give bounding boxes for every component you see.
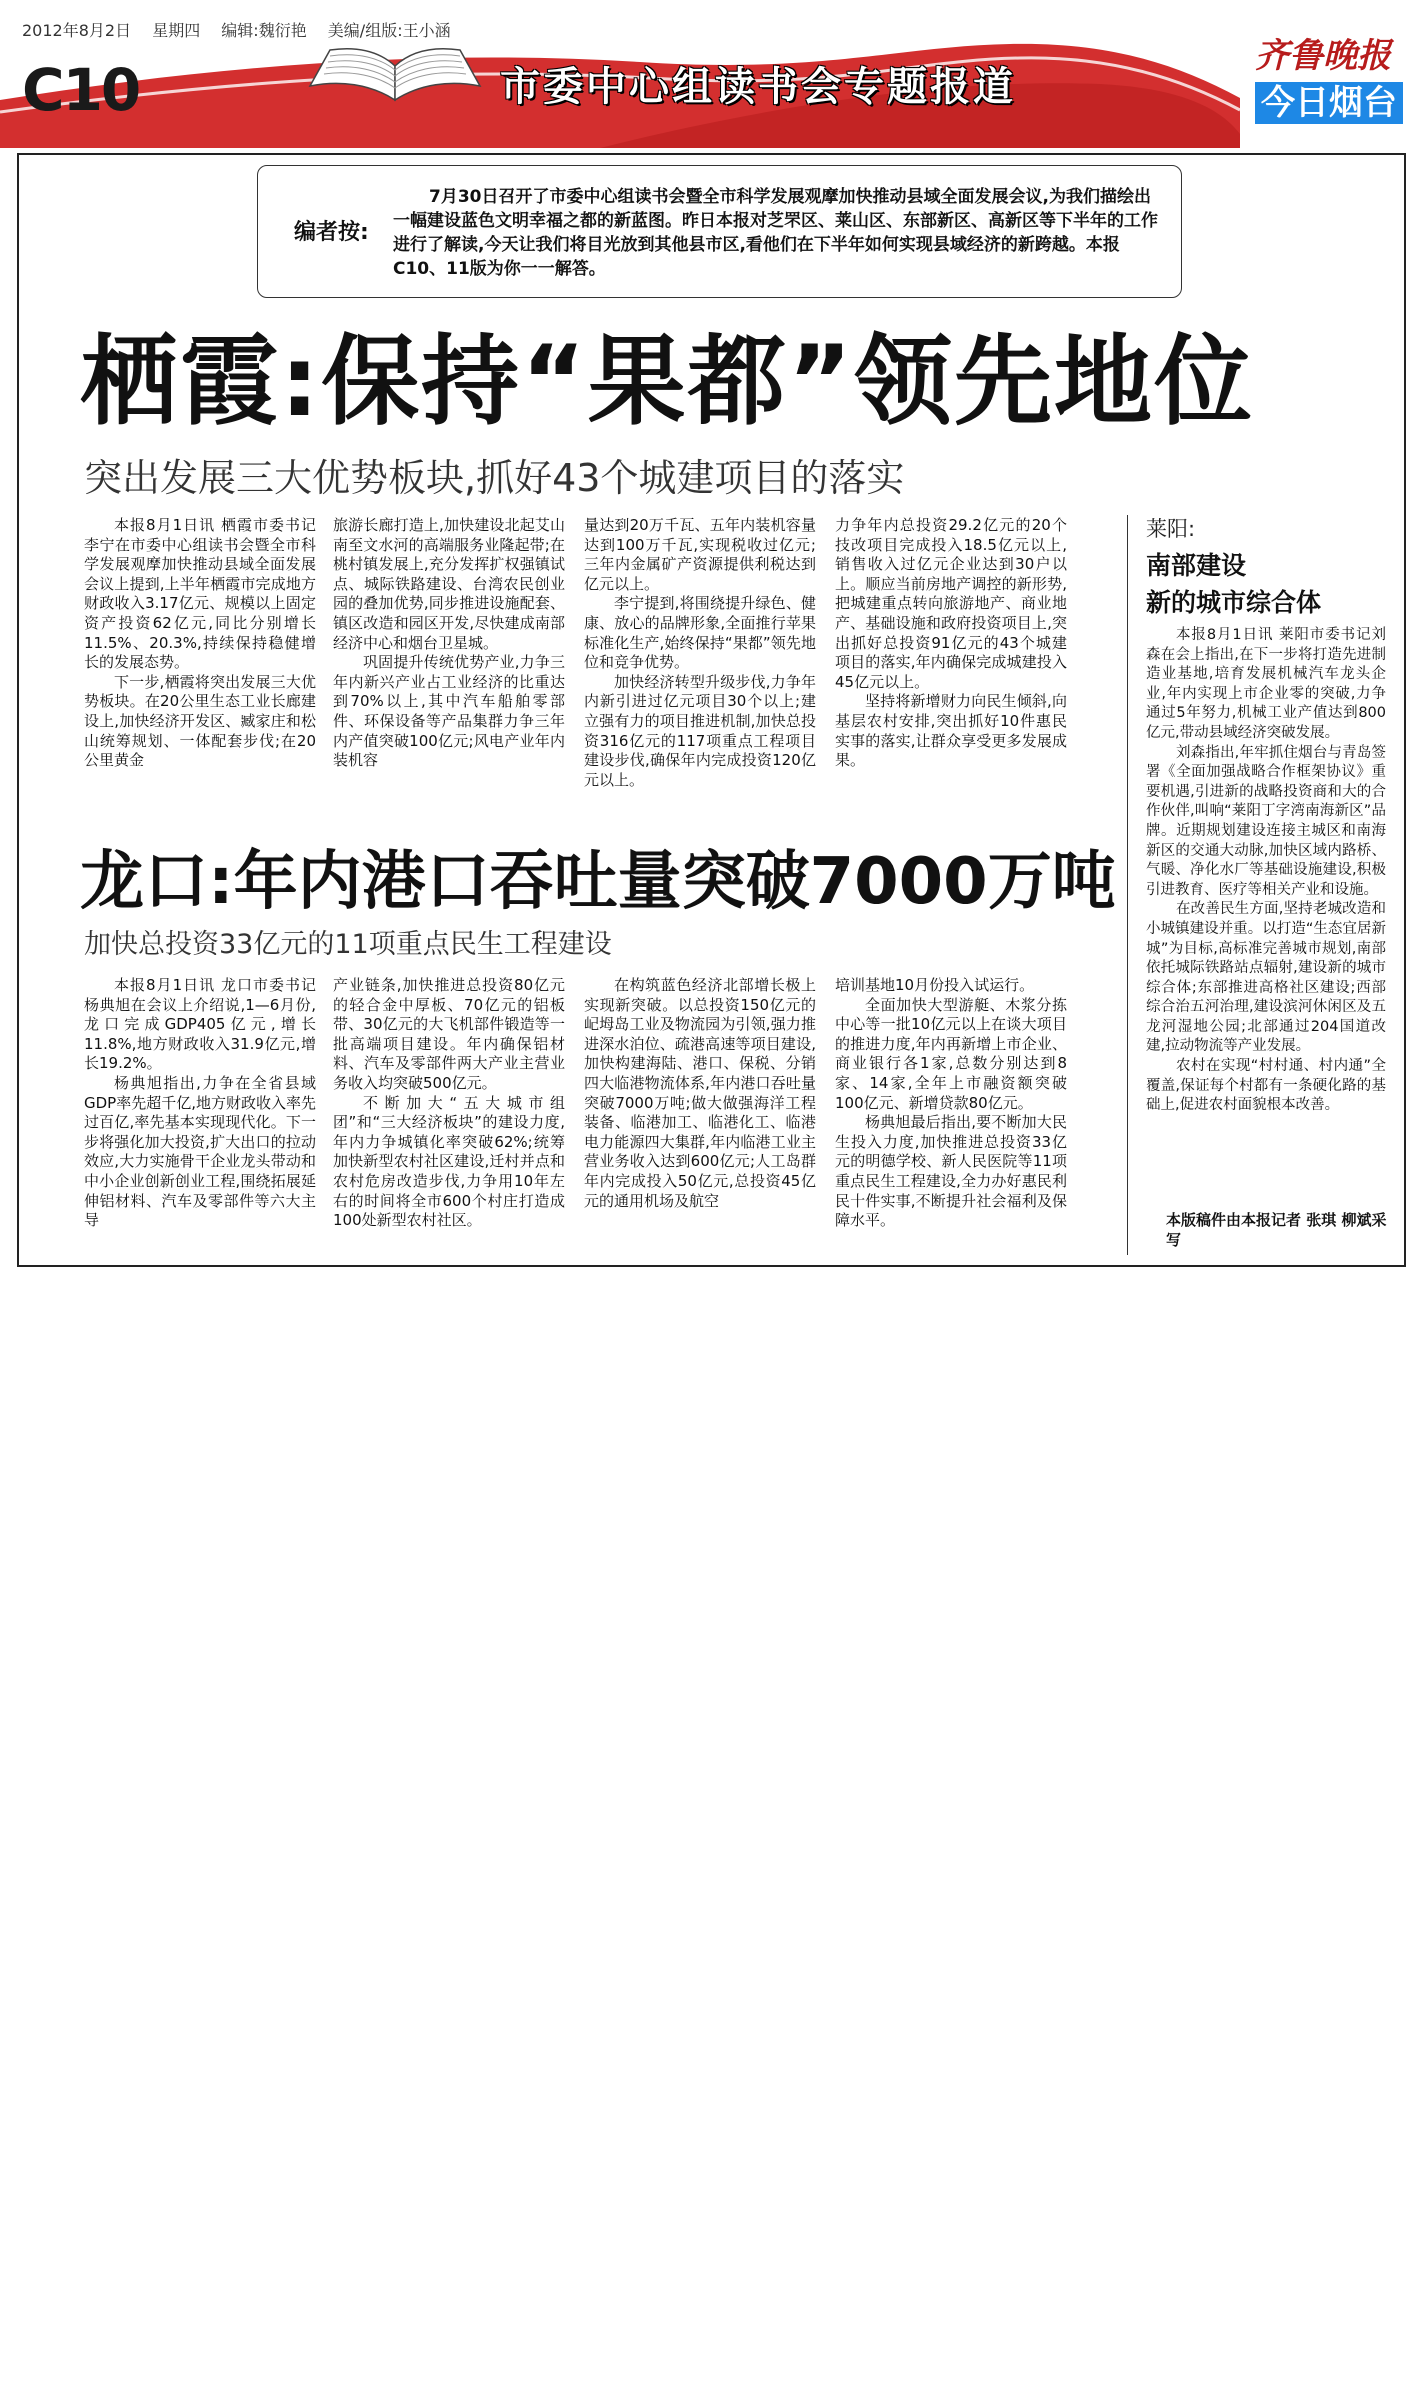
article2-column-1	[84, 976, 316, 1231]
paragraph: 巩固提升传统优势产业,力争三年内新兴产业占工业经济的比重达到70%以上,其中汽车船舶零部件、环保设备等产品集群力争三年内产值突破100亿元;风电产业年内装机容	[333, 653, 565, 770]
article3-title-line2: 新的城市综合体	[1146, 588, 1322, 617]
article1-column-4	[835, 516, 1067, 771]
paragraph: 力争年内总投资29.2亿元的20个技改项目完成投入18.5亿元以上,销售收入过亿元企业达到30户以上。顺应当前房地产调控的新形势,把城建重点转向旅游地产、商业地产、基础设施和政府投资项目上,突出抓好总投资91亿元的43个城建项目的落实,年内确保完成城建投入45亿元以上。	[835, 516, 1067, 691]
paragraph: 刘森指出,年牢抓住烟台与青岛签署《全面加强战略合作框架协议》重要机遇,引进新的战略投资商和大的合作伙伴,叫响“莱阳丁字湾南海新区”品牌。近期规划建设连接主城区和南海新区的交通大动脉,加快区域内路桥、气暖、净化水厂等基础设施建设,积极引进教育、医疗等相关产业和设施。	[1146, 744, 1386, 898]
newspaper-masthead: 齐鲁晚报	[1255, 36, 1391, 76]
article2-column-4	[835, 976, 1067, 1231]
editor-note-label: 编者按:	[294, 220, 369, 245]
paragraph: 本报8月1日讯 莱阳市委书记刘森在会上指出,在下一步将打造先进制造业基地,培育发展机械汽车龙头企业,年内实现上市企业零的突破,力争通过5年努力,机械工业产值达到800亿元,带动县域经济突破发展。	[1146, 627, 1386, 741]
edition-label: 今日烟台	[1255, 82, 1403, 124]
paragraph: 在构筑蓝色经济北部增长极上实现新突破。以总投资150亿元的屺坶岛工业及物流园为引领,强力推进深水泊位、疏港高速等项目建设,加快构建海陆、港口、保税、分销四大临港物流体系,年内港口吞吐量突破7000万吨;做大做强海洋工程装备、临港加工、临港化工、临港电力能源四大集群,年内临港工业主营业务收入达到600亿元;人工岛群年内完成投入50亿元,总投资45亿元的通用机场及航空	[584, 976, 816, 1210]
issue-weekday: 星期四	[152, 21, 201, 40]
paragraph: 杨典旭最后指出,要不断加大民生投入力度,加快推进总投资33亿元的明德学校、新人民医院等11项重点民生工程建设,全力办好惠民利民十件实事,不断提升社会福利及保障水平。	[835, 1113, 1067, 1230]
article3-body	[1146, 626, 1386, 1116]
paragraph: 旅游长廊打造上,加快建设北起艾山南至文水河的高端服务业隆起带;在桃村镇发展上,充分发挥扩权强镇试点、城际铁路建设、台湾农民创业园的叠加优势,同步推进设施配套、镇区改造和园区开发,尽快建成南部经济中心和烟台卫星城。	[333, 516, 565, 652]
paragraph: 量达到20万千瓦、五年内装机容量达到100万千瓦,实现税收过亿元;三年内金属矿产资源提供利税达到亿元以上。	[584, 516, 816, 593]
paragraph: 李宁提到,将围绕提升绿色、健康、放心的品牌形象,全面推行苹果标准化生产,始终保持“果都”领先地位和竞争优势。	[584, 594, 816, 672]
article1-headline: 栖霞:保持“果都”领先地位	[80, 325, 1255, 439]
paragraph: 农村在实现“村村通、村内通”全覆盖,保证每个村都有一条硬化路的基础上,促进农村面貌根本改善。	[1146, 1058, 1386, 1114]
article2-column-3	[584, 976, 816, 1211]
paragraph: 本报8月1日讯 龙口市委书记杨典旭在会议上介绍说,1—6月份,龙口完成GDP405亿元,增长11.8%,地方财政收入31.9亿元,增长19.2%。	[84, 976, 316, 1073]
paragraph: 在改善民生方面,坚持老城改造和小城镇建设并重。以打造“生态宜居新城”为目标,高标准完善城市规划,南部依托城际铁路站点辐射,建设新的城市综合体;东部推进高格社区建设;西部综合治五河治理,建设滨河休闲区及五龙河湿地公园;北部通过204国道改建,拉动物流等产业发展。	[1146, 901, 1386, 1055]
article3-location: 莱阳:	[1146, 517, 1196, 541]
paragraph: 下一步,栖霞将突出发展三大优势板块。在20公里生态工业长廊建设上,加快经济开发区、臧家庄和松山统筹规划、一体配套步伐;在20公里黄金	[84, 672, 316, 770]
page-number: C10	[22, 56, 140, 124]
article3-title-line1: 南部建设	[1146, 551, 1247, 580]
article1-column-2	[333, 516, 565, 771]
issue-editor: 编辑:魏衍艳	[221, 21, 307, 40]
open-book-icon	[300, 40, 490, 110]
issue-designer: 美编/组版:王小涵	[327, 21, 451, 40]
issue-date: 2012年8月2日	[22, 21, 132, 40]
paragraph: 产业链条,加快推进总投资80亿元的轻合金中厚板、70亿元的铝板带、30亿元的大飞机部件锻造等一批高端项目建设。年内确保铝材料、汽车及零部件两大产业主营业务收入均突破500亿元。	[333, 976, 565, 1092]
article1-column-1	[84, 516, 316, 771]
paragraph: 不断加大“五大城市组团”和“三大经济板块”的建设力度,年内力争城镇化率突破62%;统筹加快新型农村社区建设,迁村并点和农村危房改造步伐,力争用10年左右的时间将全市600个村庄打造成100处新型农村社区。	[333, 1093, 565, 1230]
column-divider	[1127, 515, 1128, 1255]
editor-note-text: 7月30日召开了市委中心组读书会暨全市科学发展观摩加快推动县域全面发展会议,为我们描绘出一幅建设蓝色文明幸福之都的新蓝图。昨日本报对芝罘区、莱山区、东部新区、高新区等下半年的工作进行了解读,今天让我们将目光放到其他县市区,看他们在下半年如何实现县域经济的新跨越。本报C10、11版为你一一解答。	[393, 187, 1158, 279]
section-banner-title: 市委中心组读书会专题报道	[500, 64, 1016, 110]
article2-headline: 龙口:年内港口吞吐量突破7000万吨	[80, 845, 1116, 919]
paragraph: 全面加快大型游艇、木浆分拣中心等一批10亿元以上在谈大项目的推进力度,年内再新增上市企业、商业银行各1家,总数分别达到8家、14家,全年上市融资额突破100亿元、新增贷款80亿元。	[835, 995, 1067, 1112]
article1-subheadline: 突出发展三大优势板块,抓好43个城建项目的落实	[84, 456, 905, 500]
paragraph: 加快经济转型升级步伐,力争年内新引进过亿元项目30个以上;建立强有力的项目推进机制,加快总投资316亿元的117项重点工程项目建设步伐,确保年内完成投资120亿元以上。	[584, 672, 816, 789]
article1-column-3	[584, 516, 816, 790]
paragraph: 本报8月1日讯 栖霞市委书记李宁在市委中心组读书会暨全市科学发展观摩加快推动县域全面发展会议上提到,上半年栖霞市完成地方财政收入3.17亿元、规模以上固定资产投资62亿元,同比分别增长11.5%、20.3%,持续保持稳健增长的发展态势。	[84, 516, 316, 672]
paragraph: 坚持将新增财力向民生倾斜,向基层农村安排,突出抓好10件惠民实事的落实,让群众享受更多发展成果。	[835, 692, 1067, 770]
paragraph: 培训基地10月份投入试运行。	[835, 976, 1035, 994]
article2-subheadline: 加快总投资33亿元的11项重点民生工程建设	[84, 929, 612, 960]
article2-column-2	[333, 976, 565, 1231]
paragraph: 杨典旭指出,力争在全省县域GDP率先超千亿,地方财政收入率先过百亿,率先基本实现现代化。下一步将强化加大投资,扩大出口的拉动效应,大力实施骨干企业龙头带动和中小企业创新创业工程,围绕拓展延伸铝材料、汽车及零部件等六大主导	[84, 1073, 316, 1230]
article-credit: 本版稿件由本报记者 张琪 柳斌采写	[1166, 1211, 1387, 1249]
